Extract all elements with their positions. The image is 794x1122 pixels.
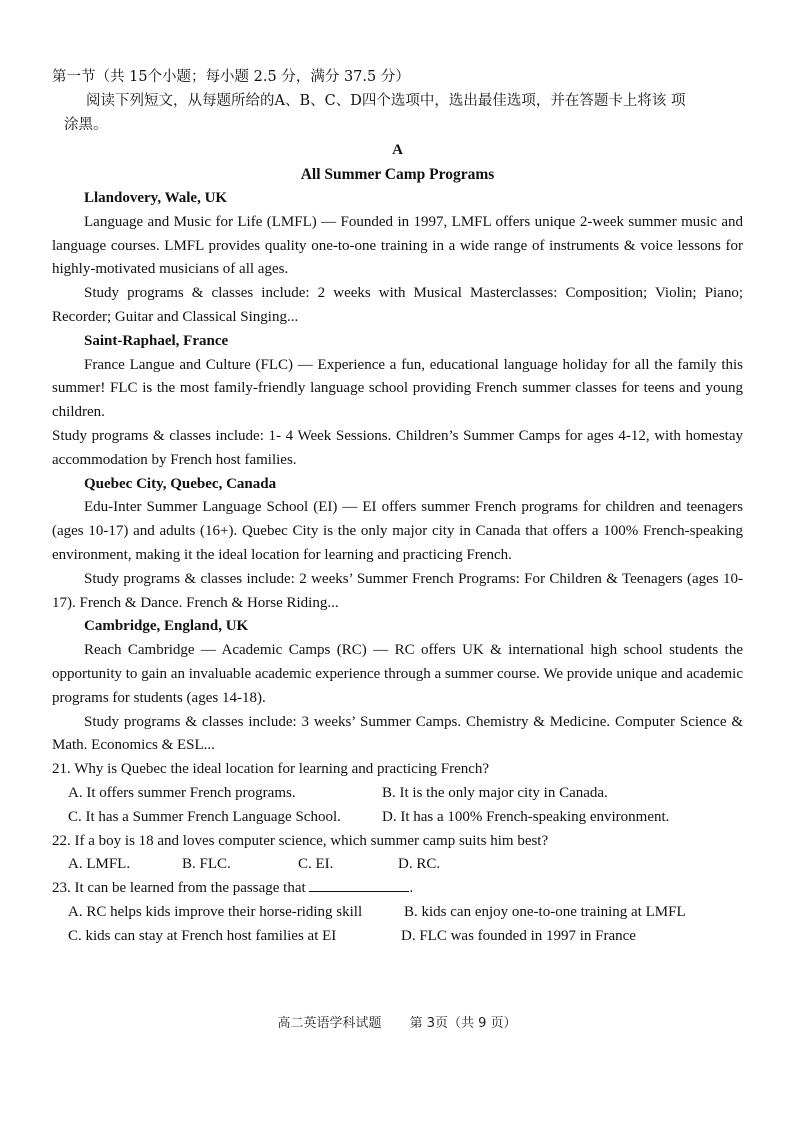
option-c[interactable]: C. kids can stay at French host families at EI (68, 927, 337, 944)
option-b[interactable]: B. It is the only major city in Canada. (382, 784, 608, 801)
camp-programs: Study programs & classes include: 3 weeks’ Summer Camps. Chemistry & Medicine. Computer Science & Math. Economics & ESL... (52, 713, 743, 754)
option-b[interactable]: B. FLC. (182, 856, 231, 873)
camp-location: Quebec City, Quebec, Canada (84, 475, 277, 492)
camp-description: Reach Cambridge — Academic Camps (RC) — RC offers UK & international high school students the opportunity to gain an invaluable academic experience through a summer course. We provide unique and academic programs for students (ages 14-18). (52, 642, 743, 706)
question-stem-end: . (409, 880, 414, 897)
camp-location: Llandovery, Wale, UK (84, 189, 228, 206)
option-a[interactable]: A. RC helps kids improve their horse-riding skill (68, 903, 363, 920)
camp-description: France Langue and Culture (FLC) — Experience a fun, educational language holiday for all the family this summer! FLC is the most family-friendly language school providing French summer classes for teens and young children. (52, 356, 743, 421)
option-a[interactable]: A. It offers summer French programs. (68, 784, 296, 801)
question-options (52, 806, 743, 830)
option-b[interactable]: B. kids can enjoy one-to-one training at LMFL (404, 903, 686, 920)
camp-description: Edu-Inter Summer Language School (EI) — EI offers summer French programs for children and teenagers (ages 10-17) and adults (16+). Quebec City is the only major city in Canada that offers a 100% French-speaking environment, making it the ideal location for learning and practicing French. (52, 499, 743, 563)
exam-page (52, 66, 743, 948)
camp-programs: Study programs & classes include: 2 weeks with Musical Masterclasses: Composition; Violin; Piano; Recorder; Guitar and Classical Singing... (52, 285, 743, 325)
section-instructions: 阅读下列短文，从每题所给的A、B、C、D四个选项中，选出最佳选项，并在答题卡上将该 项 (86, 92, 686, 109)
option-c[interactable]: C. It has a Summer French Language School. (68, 808, 341, 825)
option-d[interactable]: D. RC. (398, 856, 441, 873)
answer-blank (309, 877, 409, 892)
option-c[interactable]: C. EI. (298, 856, 334, 873)
passage-title: All Summer Camp Programs (300, 166, 495, 184)
camp-description: Language and Music for Life (LMFL) — Founded in 1997, LMFL offers unique 2-week summer music and language courses. LMFL provides quality one-to-one training in a wide range of instruments & voice lessons for highly-motivated musicians of all ages. (52, 213, 743, 278)
camp-location: Saint-Raphael, France (84, 332, 229, 349)
page-footer (0, 1012, 794, 1031)
question-options (52, 925, 743, 949)
question-stem-row (52, 877, 743, 901)
section-heading: 第一节（共 15个小题；每小题 2.5 分，满分 37.5 分） (52, 69, 410, 85)
camp-programs: Study programs & classes include: 2 weeks’ Summer French Programs: For Children & Teenagers (ages 10-17). French & Dance. French & Horse Riding... (52, 570, 743, 611)
option-d[interactable]: D. It has a 100% French-speaking environment. (382, 808, 670, 825)
question-stem: 21. Why is Quebec the ideal location for learning and practicing French? (52, 761, 490, 778)
question-options (52, 853, 743, 877)
footer-subject: 高二英语学科试题 (277, 1016, 382, 1031)
section-instructions-cont: 涂黑。 (64, 116, 108, 133)
question-stem: 23. It can be learned from the passage that (52, 880, 306, 897)
passage-letter: A (392, 142, 403, 159)
option-d[interactable]: D. FLC was founded in 1997 in France (401, 927, 636, 944)
question-options (52, 901, 743, 925)
question-stem: 22. If a boy is 18 and loves computer science, which summer camp suits him best? (52, 832, 549, 849)
option-a[interactable]: A. LMFL. (68, 856, 131, 873)
footer-page-number: 第 3页（共 9 页） (409, 1016, 517, 1031)
camp-programs: Study programs & classes include: 1- 4 Week Sessions. Children’s Summer Camps for ages 4-12, with homestay accommodation by French host families. (52, 427, 743, 468)
camp-location: Cambridge, England, UK (84, 618, 249, 635)
question-options (52, 782, 743, 806)
